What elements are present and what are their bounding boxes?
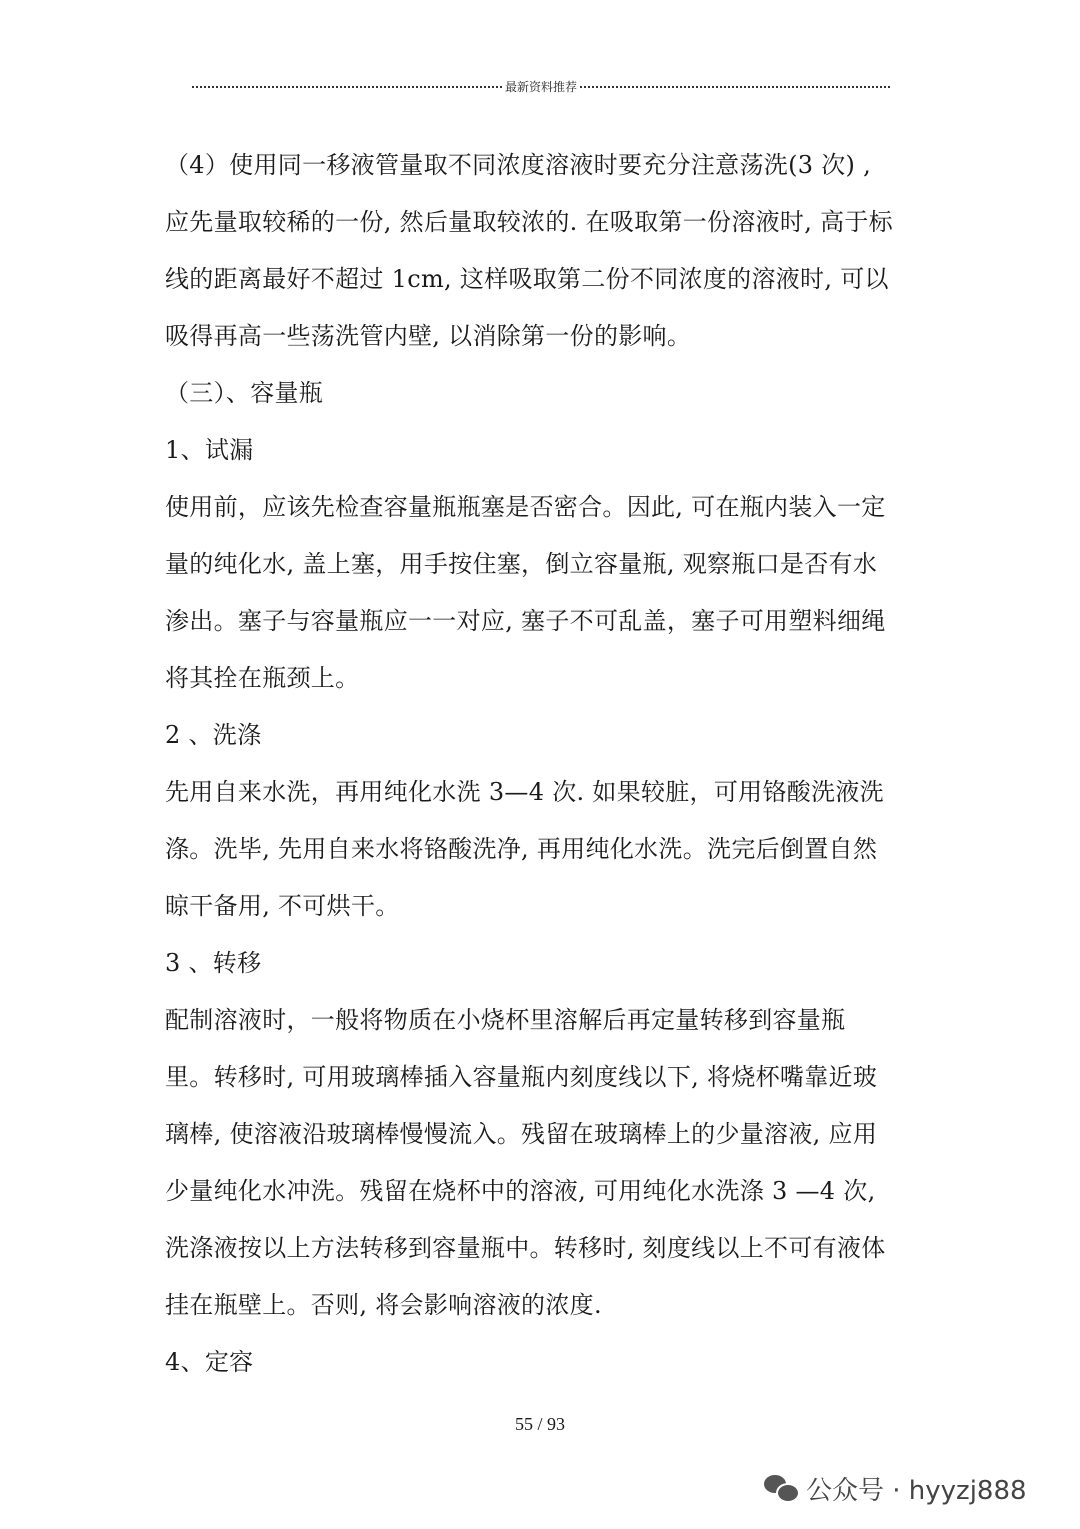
subsection-heading: 1、试漏 — [165, 436, 254, 464]
watermark — [764, 1466, 1027, 1510]
text-line: 涤。洗毕, 先用自来水将铬酸洗净, 再用纯化水洗。洗完后倒置自然 — [165, 835, 878, 863]
text-line: 挂在瓶壁上。否则, 将会影响溶液的浓度. — [165, 1291, 602, 1319]
wechat-icon — [764, 1473, 800, 1503]
text-line: 吸得再高一些荡洗管内壁, 以消除第一份的影响。 — [165, 322, 692, 350]
text-line: 配制溶液时，一般将物质在小烧杯里溶解后再定量转移到容量瓶 — [165, 1006, 846, 1034]
text-line: （4）使用同一移液管量取不同浓度溶液时要充分注意荡洗(3 次) , — [165, 151, 872, 179]
text-line: 将其拴在瓶颈上。 — [165, 664, 360, 692]
header-dotted-rule-left — [192, 86, 502, 88]
subsection-heading: 2 、洗涤 — [165, 721, 262, 749]
text-line: 渗出。塞子与容量瓶应一一对应, 塞子不可乱盖，塞子可用塑料细绳 — [165, 607, 886, 635]
header-text: 最新资料推荐 — [505, 79, 578, 94]
text-line: 里。转移时, 可用玻璃棒插入容量瓶内刻度线以下, 将烧杯嘴靠近玻 — [165, 1063, 878, 1091]
text-line: 少量纯化水冲洗。残留在烧杯中的溶液, 可用纯化水洗涤 3 —4 次, — [165, 1177, 876, 1205]
text-line: 使用前，应该先检查容量瓶瓶塞是否密合。因此, 可在瓶内装入一定 — [165, 493, 886, 521]
page-header — [192, 74, 890, 98]
text-line: 量的纯化水, 盖上塞，用手按住塞，倒立容量瓶, 观察瓶口是否有水 — [165, 550, 878, 578]
document-body — [165, 137, 925, 1391]
page-number: 55 / 93 — [514, 1414, 565, 1434]
text-line: 璃棒, 使溶液沿玻璃棒慢慢流入。残留在玻璃棒上的少量溶液, 应用 — [165, 1120, 878, 1148]
header-dotted-rule-right — [580, 86, 890, 88]
text-line: 洗涤液按以上方法转移到容量瓶中。转移时, 刻度线以上不可有液体 — [165, 1234, 886, 1262]
watermark-text: 公众号 · hyyzj888 — [806, 1475, 1027, 1506]
text-line: 先用自来水洗，再用纯化水洗 3—4 次. 如果较脏，可用铬酸洗液洗 — [165, 778, 884, 806]
text-line: 应先量取较稀的一份, 然后量取较浓的. 在吸取第一份溶液时, 高于标 — [165, 208, 893, 236]
text-line: 晾干备用, 不可烘干。 — [165, 892, 400, 920]
subsection-heading: 4、定容 — [165, 1348, 254, 1376]
section-heading: （三）、容量瓶 — [165, 379, 324, 407]
text-line: 线的距离最好不超过 1cm, 这样吸取第二份不同浓度的溶液时, 可以 — [165, 265, 889, 293]
subsection-heading: 3 、转移 — [165, 949, 262, 977]
